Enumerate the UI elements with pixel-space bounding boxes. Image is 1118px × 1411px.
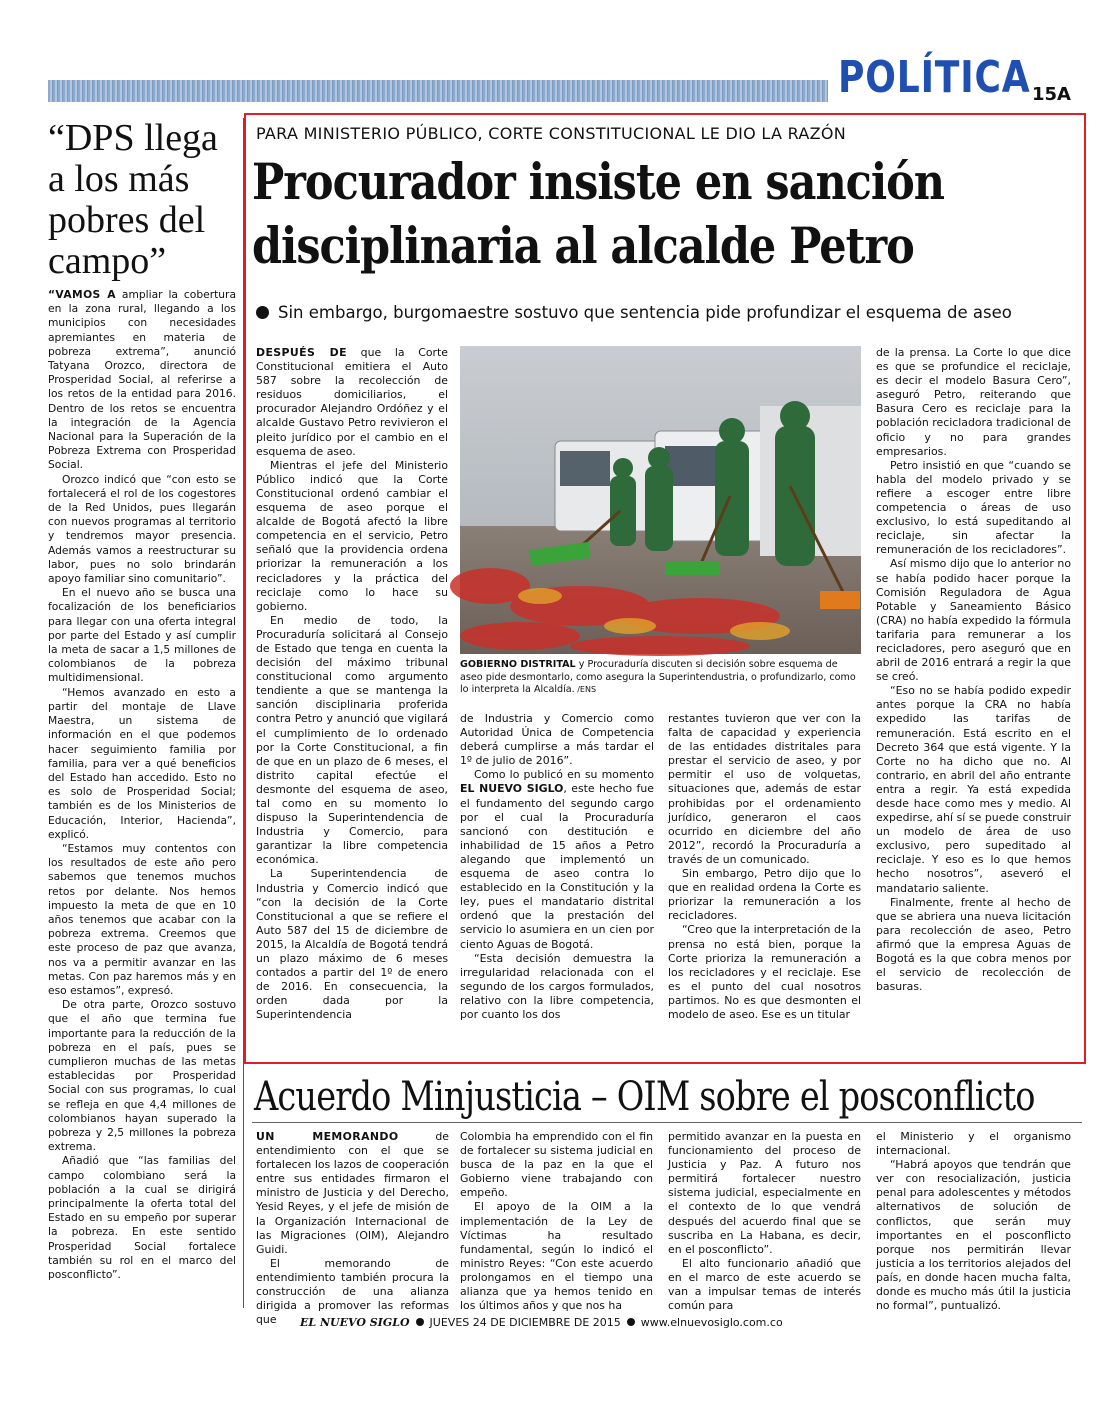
main-paragraph: “Esta decisión demuestra la irregularidad relacionada con el segundo de los cargos formulados, relativo con la libre competencia, por cuanto los dos xyxy=(460,951,654,1021)
main-paragraph: de Industria y Comercio como Autoridad Única de Competencia deberá cumplirse a más tardar el 1º de julio de 2016”. xyxy=(460,712,654,768)
main-headline: Procurador insiste en sanción disciplinaria al alcalde Petro xyxy=(252,152,945,275)
sidebar-article-body xyxy=(48,288,236,1303)
main-paragraph: Mientras el jefe del Ministerio Público indicó que la Corte Constitucional ordenó cambiar el esquema de aseo porque el alcalde de Bogotá afectó la libre competencia en el servicio, Petro señaló que la providencia ordena priorizar la remuneración a los recicladores y la práctica del reciclaje como lo hace su gobierno. xyxy=(256,458,448,613)
main-paragraph: Finalmente, frente al hecho de que se abriera una nueva licitación para recolección de aseo, Petro afirmó que la empresa Aguas de Bogotá es la que cobra menos por el servicio de recolección de basuras. xyxy=(876,895,1071,994)
main-subhead xyxy=(256,303,1012,322)
second-lead: UN MEMORANDO xyxy=(256,1130,399,1143)
photo-caption xyxy=(460,659,861,697)
sidebar-lead: “VAMOS A xyxy=(48,288,116,301)
sidebar-paragraph: En el nuevo año se busca una focalización de los beneficiarios para llegar con una oferta integral por parte del Estado y así cumplir la meta de sacar a 1,5 millones de colombianos de la pobreza multidimensional. xyxy=(48,586,236,685)
main-paragraph: , este hecho fue el fundamento del segundo cargo por el cual la Procuraduría sancionó con destitución e inhabilidad de 15 años a Petro alegando que implementó un esquema de aseo contra lo establecido en la Constitución y la ley, pues el mandatario distrital ordenó que la prestación del servicio lo asumiera en un cien por ciento Aguas de Bogotá. xyxy=(460,782,654,951)
page-footer xyxy=(300,1316,783,1329)
main-paragraph: de la prensa. La Corte lo que dice es que se profundice el reciclaje, es decir el modelo Basura Cero”, aseguró Petro, reiterando que Basura Cero es reciclaje para la población recicladora tradicional de oficio y no para grandes empresarios. xyxy=(876,346,1071,458)
sidebar-paragraph: Añadió que “las familias del campo colombiano será la población a la cual se dirigirá principalmente la oferta total del Estado en su empeño por superar la pobreza. En este sentido Prosperidad Social fortalece también su rol en el marco del posconflicto”. xyxy=(48,1154,236,1282)
second-column-2 xyxy=(460,1130,653,1313)
second-paragraph: permitido avanzar en la puesta en funcionamiento del proceso de Justicia y Paz. A futuro nos permitirá fortalecer nuestro sistema judicial, especialmente en el contexto de lo que vendrá después del acuerdo final que se suscriba en La Habana, es decir, en el posconflicto”. xyxy=(668,1130,861,1256)
sidebar-paragraph: ampliar la cobertura en la zona rural, llegando a los municipios con necesidades apremiantes en materia de pobreza extrema”, anunció Tatyana Orozco, directora de Prosperidad Social, al referirse a los retos de la entidad para 2016. Dentro de los retos se encuentra la integración de la Agencia Nacional para la Superación de la Pobreza Extrema con Prosperidad Social. xyxy=(48,288,236,472)
footer-date: JUEVES 24 DE DICIEMBRE DE 2015 xyxy=(429,1316,621,1329)
caption-text: y Procuraduría discuten si decisión sobre esquema de aseo pide desmontarlo, como asegura la Superintendustria, o profundizarlo, como lo interpreta la Alcaldía. xyxy=(460,659,856,696)
footer-url[interactable]: www.elnuevosiglo.com.co xyxy=(640,1316,783,1329)
page-number: 15A xyxy=(1032,84,1071,105)
main-paragraph: restantes tuvieron que ver con la falta de capacidad y experiencia de las entidades distritales para prestar el servicio de aseo, y por permitir el uso de volquetas, situaciones que, además de estar prohibidas por el ordenamiento jurídico, generaron el caos ocurrido en diciembre del año 2012”, recordó la Procuraduría a través de un comunicado. xyxy=(668,712,861,866)
main-paragraph: Petro insistió en que “cuando se habla del modelo privado y se refiere a escoger entre libre competencia o áreas de uso exclusivo, lo está supeditando al reciclaje, sin afectar la remuneración de los recicladores”. xyxy=(876,458,1071,557)
header-band xyxy=(48,80,828,102)
main-paragraph: “Creo que la interpretación de la prensa no está bien, porque la Corte prioriza la remuneración a los recicladores y el reciclaje. Ese es el punto del cual nosotros partimos. No es que desmonten el modelo de aseo. Ese es un titular xyxy=(668,923,861,1021)
sidebar-paragraph: Orozco indicó que “con esto se fortalecerá el rol de los cogestores de la Red Unidos, pues llegarán con nuevos programas al territorio y tendremos mayor presencia. Además vamos a reestructurar su labor, pues no solo brindarán apoyo familiar sino comunitario”. xyxy=(48,472,236,586)
second-paragraph: El alto funcionario añadió que en el marco de este acuerdo se van a impulsar temas de interés común para xyxy=(668,1256,861,1313)
main-lead: DESPUÉS DE xyxy=(256,346,347,359)
main-paragraph: “Eso no se había podido expedir antes porque la CRA no había expedido las tarifas de remuneración. Está escrito en el Decreto 364 que está vigente. Y la Corte no ha dicho que no. Al contrario, en abril del año entrante entra a regir. Ya está expedida desde hace como mes y medio. Al expedirse, ahí sí se puede construir un modelo de área de uso exclusivo, pero supeditado al reciclaje. Y eso es lo que hemos hecho nosotros”, aseveró el mandatario saliente. xyxy=(876,684,1071,895)
main-kicker: PARA MINISTERIO PÚBLICO, CORTE CONSTITUCIONAL LE DIO LA RAZÓN xyxy=(256,124,847,143)
second-headline: Acuerdo Minjusticia – OIM sobre el posconflicto xyxy=(254,1074,1035,1120)
newspaper-name: EL NUEVO SIGLO xyxy=(460,782,564,796)
main-paragraph: Sin embargo, Petro dijo que lo que en realidad ordena la Corte es priorizar la remuneración a los recicladores. xyxy=(668,867,861,923)
second-paragraph: el Ministerio y el organismo internacional. xyxy=(876,1130,1071,1158)
photo-illustration xyxy=(460,346,861,654)
second-column-4 xyxy=(876,1130,1071,1313)
second-paragraph: El apoyo de la OIM a la implementación de la Ley de Víctimas ha resultado fundamental, según lo indicó el ministro Reyes: “Con este acuerdo prolongamos en el tiempo una alianza que ya hemos tenido en los últimos años y que nos ha xyxy=(460,1200,653,1313)
main-paragraph: En medio de todo, la Procuraduría solicitará al Consejo de Estado que tenga en cuenta la decisión del máximo tribunal constitucional como argumento tendiente a que se mantenga la sanción disciplinaria proferida contra Petro y anunció que vigilará el cumplimiento de lo ordenado por la Corte Constitucional, a fin de que en un plazo de 6 meses, el distrito capital efectúe el desmonte del esquema de aseo, tal como en su momento lo dispuso la Superintendencia de Industria y Comercio, para garantizar la libre competencia económica. xyxy=(256,613,448,867)
main-paragraph: que la Corte Constitucional emitiera el Auto 587 sobre la recolección de residuos domiciliarios, el procurador Alejandro Ordóñez y el alcalde Gustavo Petro revivieron el pleito jurídico por el cambio en el esquema de aseo. xyxy=(256,346,448,458)
main-column-1 xyxy=(256,346,448,1054)
sidebar-paragraph: “Estamos muy contentos con los resultados de este año pero sabemos que tenemos muchos retos por delante. Nos hemos impuesto la meta de que en 10 años tenemos que acabar con la pobreza extrema. Creemos que este proceso de paz que avanza, nos va a permitir avanzar en las metas. Con paz haremos más y en eso estamos”, expresó. xyxy=(48,841,236,997)
sidebar-paragraph: “Hemos avanzado en esto a partir del montaje de Llave Maestra, un sistema de información en el que podemos hacer seguimiento familia por familia, para ver a qué beneficios del Estado han accedido. Esto no es solo de Prosperidad Social; también es de los Ministerios de Educación, Interior, Hacienda”, explicó. xyxy=(48,685,236,841)
caption-lead: GOBIERNO DISTRITAL xyxy=(460,659,576,670)
second-column-3 xyxy=(668,1130,861,1313)
second-paragraph: El memorando de entendimiento también procura la construcción de una alianza dirigida a promover las reformas que xyxy=(256,1256,449,1327)
sidebar-paragraph: De otra parte, Orozco sostuvo que el año que termina fue importante para la reducción de la pobreza en el país, pues se cumplieron muchas de las metas establecidas por Prosperidad Social con sus programas, lo cual se refleja en que 4,4 millones de colombianos hayan superado la pobreza y 2,5 millones la pobreza extrema. xyxy=(48,998,236,1154)
main-column-2 xyxy=(460,712,654,1057)
second-paragraph: Colombia ha emprendido con el fin de fortalecer su sistema judicial en busca de la paz en la que el Gobierno viene trabajando con empeño. xyxy=(460,1130,653,1200)
main-column-4 xyxy=(876,346,1071,1054)
footer-brand: EL NUEVO SIGLO xyxy=(300,1316,410,1329)
section-title: POLÍTICA xyxy=(838,52,1031,103)
caption-credit: /ENS xyxy=(574,685,597,695)
main-column-3 xyxy=(668,712,861,1057)
second-paragraph: de entendimiento con el que se fortalecen los lazos de cooperación entre sus entidades firmaron el ministro de Justicia y del Derecho, Yesid Reyes, y el jefe de misión de la Organización Internacional de las Migraciones (OIM), Alejandro Guidi. xyxy=(256,1130,450,1256)
footer-dot-icon xyxy=(416,1318,424,1326)
main-paragraph: Así mismo dijo que lo anterior no se había podido hacer porque la Comisión Reguladora de Agua Potable y Saneamiento Básico (CRA) no había expedido la fórmula tarifaria para remunerar a los recicladores, pero aseguró que en abril de 2016 entrará a regir la que se creó. xyxy=(876,557,1071,684)
second-paragraph: “Habrá apoyos que tendrán que ver con resocialización, justicia penal para adolescentes y métodos alternativos de solución de conflictos, que serán muy importantes en el posconflicto porque nos permitirán llevar justicia a los territorios alejados del país, en donde hacen mucha falta, donde es mucho más útil la justicia no formal”, puntualizó. xyxy=(876,1158,1071,1313)
main-paragraph: Como lo publicó en su momento xyxy=(474,768,654,782)
subhead-text: Sin embargo, burgomaestre sostuvo que sentencia pide profundizar el esquema de aseo xyxy=(278,303,1012,322)
sidebar-headline: “DPS llega a los más pobres del campo” xyxy=(48,117,218,282)
second-divider xyxy=(252,1122,1082,1123)
bullet-icon xyxy=(256,306,269,319)
main-paragraph: La Superintendencia de Industria y Comercio indicó que “con la decisión de la Corte Constitucional a que se refiere el Auto 587 del 15 de diciembre de 2015, la Alcaldía de Bogotá tendrá un plazo máximo de 6 meses contados a partir del 1º de enero de 2016. En consecuencia, la orden dada por la Superintendencia xyxy=(256,867,448,1022)
footer-dot-icon xyxy=(627,1318,635,1326)
street-sweepers-photo xyxy=(460,346,861,654)
